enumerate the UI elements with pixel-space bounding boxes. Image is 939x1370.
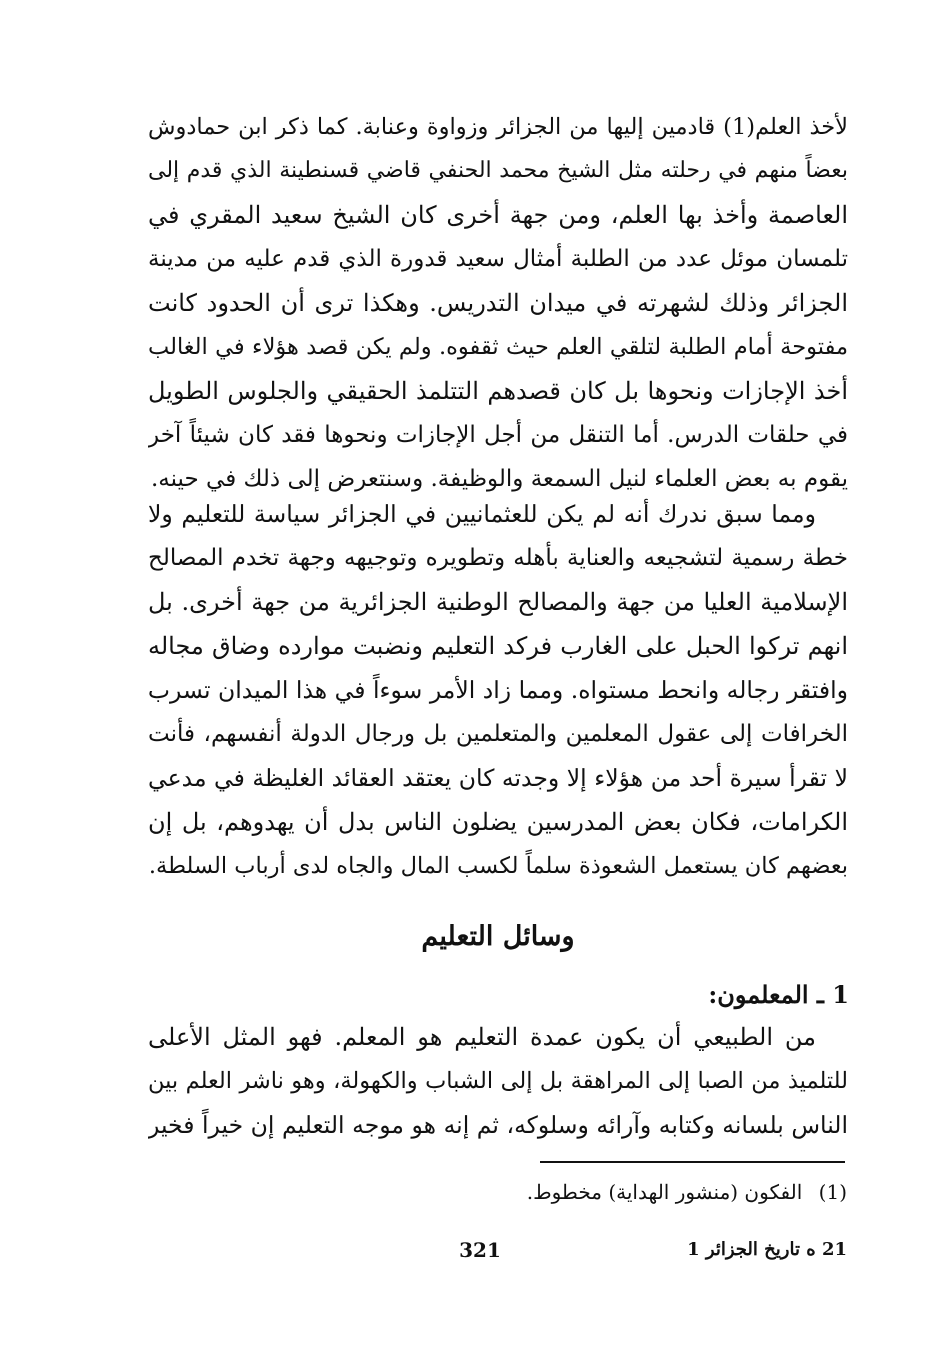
page-number: 321: [459, 1238, 501, 1262]
footnote: [527, 1175, 847, 1209]
paragraph-3: [148, 1015, 848, 1147]
text-line: أخذ الإجازات ونحوها بل كان قصدهم التتلمذ الحقيقي والجلوس الطويل: [148, 377, 848, 405]
footnote-text: الفكون (منشور الهداية) مخطوط.: [526, 1180, 803, 1204]
text-line: الإسلامية العليا من جهة والمصالح الوطنية الجزائرية من جهة أخرى. بل: [148, 588, 848, 616]
text-line: لا تقرأ سيرة أحد من هؤلاء إلا وجدته كان يعتقد العقائد الغليظة في مدعي: [148, 764, 848, 792]
footnote-number: (1): [818, 1180, 847, 1204]
text-line: للتلميذ من الصبا إلى المراهقة بل إلى الشباب والكهولة، وهو ناشر العلم بين: [148, 1068, 848, 1094]
text-line: الخرافات إلى عقول المعلمين والمتعلمين بل ورجال الدولة أنفسهم، فأنت: [148, 721, 848, 747]
text-line: بعضاً منهم في رحلته مثل الشيخ محمد الحنفي قاضي قسنطينة الذي قدم إلى: [148, 158, 848, 183]
section-heading: وسائل التعليم: [421, 921, 575, 952]
text-line: ومما سبق ندرك أنه لم يكن للعثمانيين في الجزائر سياسة للتعليم ولا: [148, 500, 816, 528]
text-line: بعضهم كان يستعمل الشعوذة سلماً لكسب المال والجاه لدى أرباب السلطة.: [148, 853, 848, 879]
printer-signature: 21 ه تاريخ الجزائر 1: [687, 1239, 847, 1260]
text-line: الناس بلسانه وكتابه وآرائه وسلوكه، ثم إنه هو موجه التعليم إن خيراً فخير: [148, 1111, 848, 1139]
text-line: العاصمة وأخذ بها العلم، ومن جهة أخرى كان الشيخ سعيد المقري في: [148, 201, 848, 229]
subsection-heading: 1 ـ المعلمون:: [708, 980, 849, 1009]
text-line: الكرامات، فكان بعض المدرسين يضلون الناس بدل أن يهدوهم، بل إن: [148, 808, 848, 836]
paragraph-1: [148, 105, 848, 501]
text-line: يقوم به بعض العلماء لنيل السمعة والوظيفة. وسنتعرض إلى ذلك في حينه.: [150, 466, 848, 492]
footnote-divider: [540, 1161, 845, 1163]
text-line: وافتقر رجاله وانحط مستواه. ومما زاد الأمر سوءاً في هذا الميدان تسرب: [148, 676, 848, 704]
text-line: من الطبيعي أن يكون عمدة التعليم هو المعلم. فهو المثل الأعلى: [148, 1023, 816, 1051]
text-line: خطة رسمية لتشجيعه والعناية بأهله وتطويره وتوجيهه وجهة تخدم المصالح: [148, 545, 848, 571]
text-line: لأخذ العلم(1) قادمين إليها من الجزائر وزواوة وعنابة. كما ذكر ابن حمادوش: [148, 114, 848, 140]
text-line: الجزائر وذلك لشهرته في ميدان التدريس. وهكذا ترى أن الحدود كانت: [148, 289, 848, 317]
paragraph-2: [148, 492, 848, 888]
text-line: مفتوحة أمام الطلبة لتلقي العلم حيث ثقفوه. ولم يكن قصد هؤلاء في الغالب: [148, 334, 848, 360]
text-line: تلمسان موئل عدد من الطلبة أمثال سعيد قدورة الذي قدم عليه من مدينة: [148, 246, 848, 272]
text-line: انهم تركوا الحبل على الغارب فركد التعليم ونضبت موارده وضاق مجاله: [148, 632, 848, 660]
text-line: في حلقات الدرس. أما التنقل من أجل الإجازات ونحوها فقد كان شيئاً آخر: [148, 422, 848, 448]
